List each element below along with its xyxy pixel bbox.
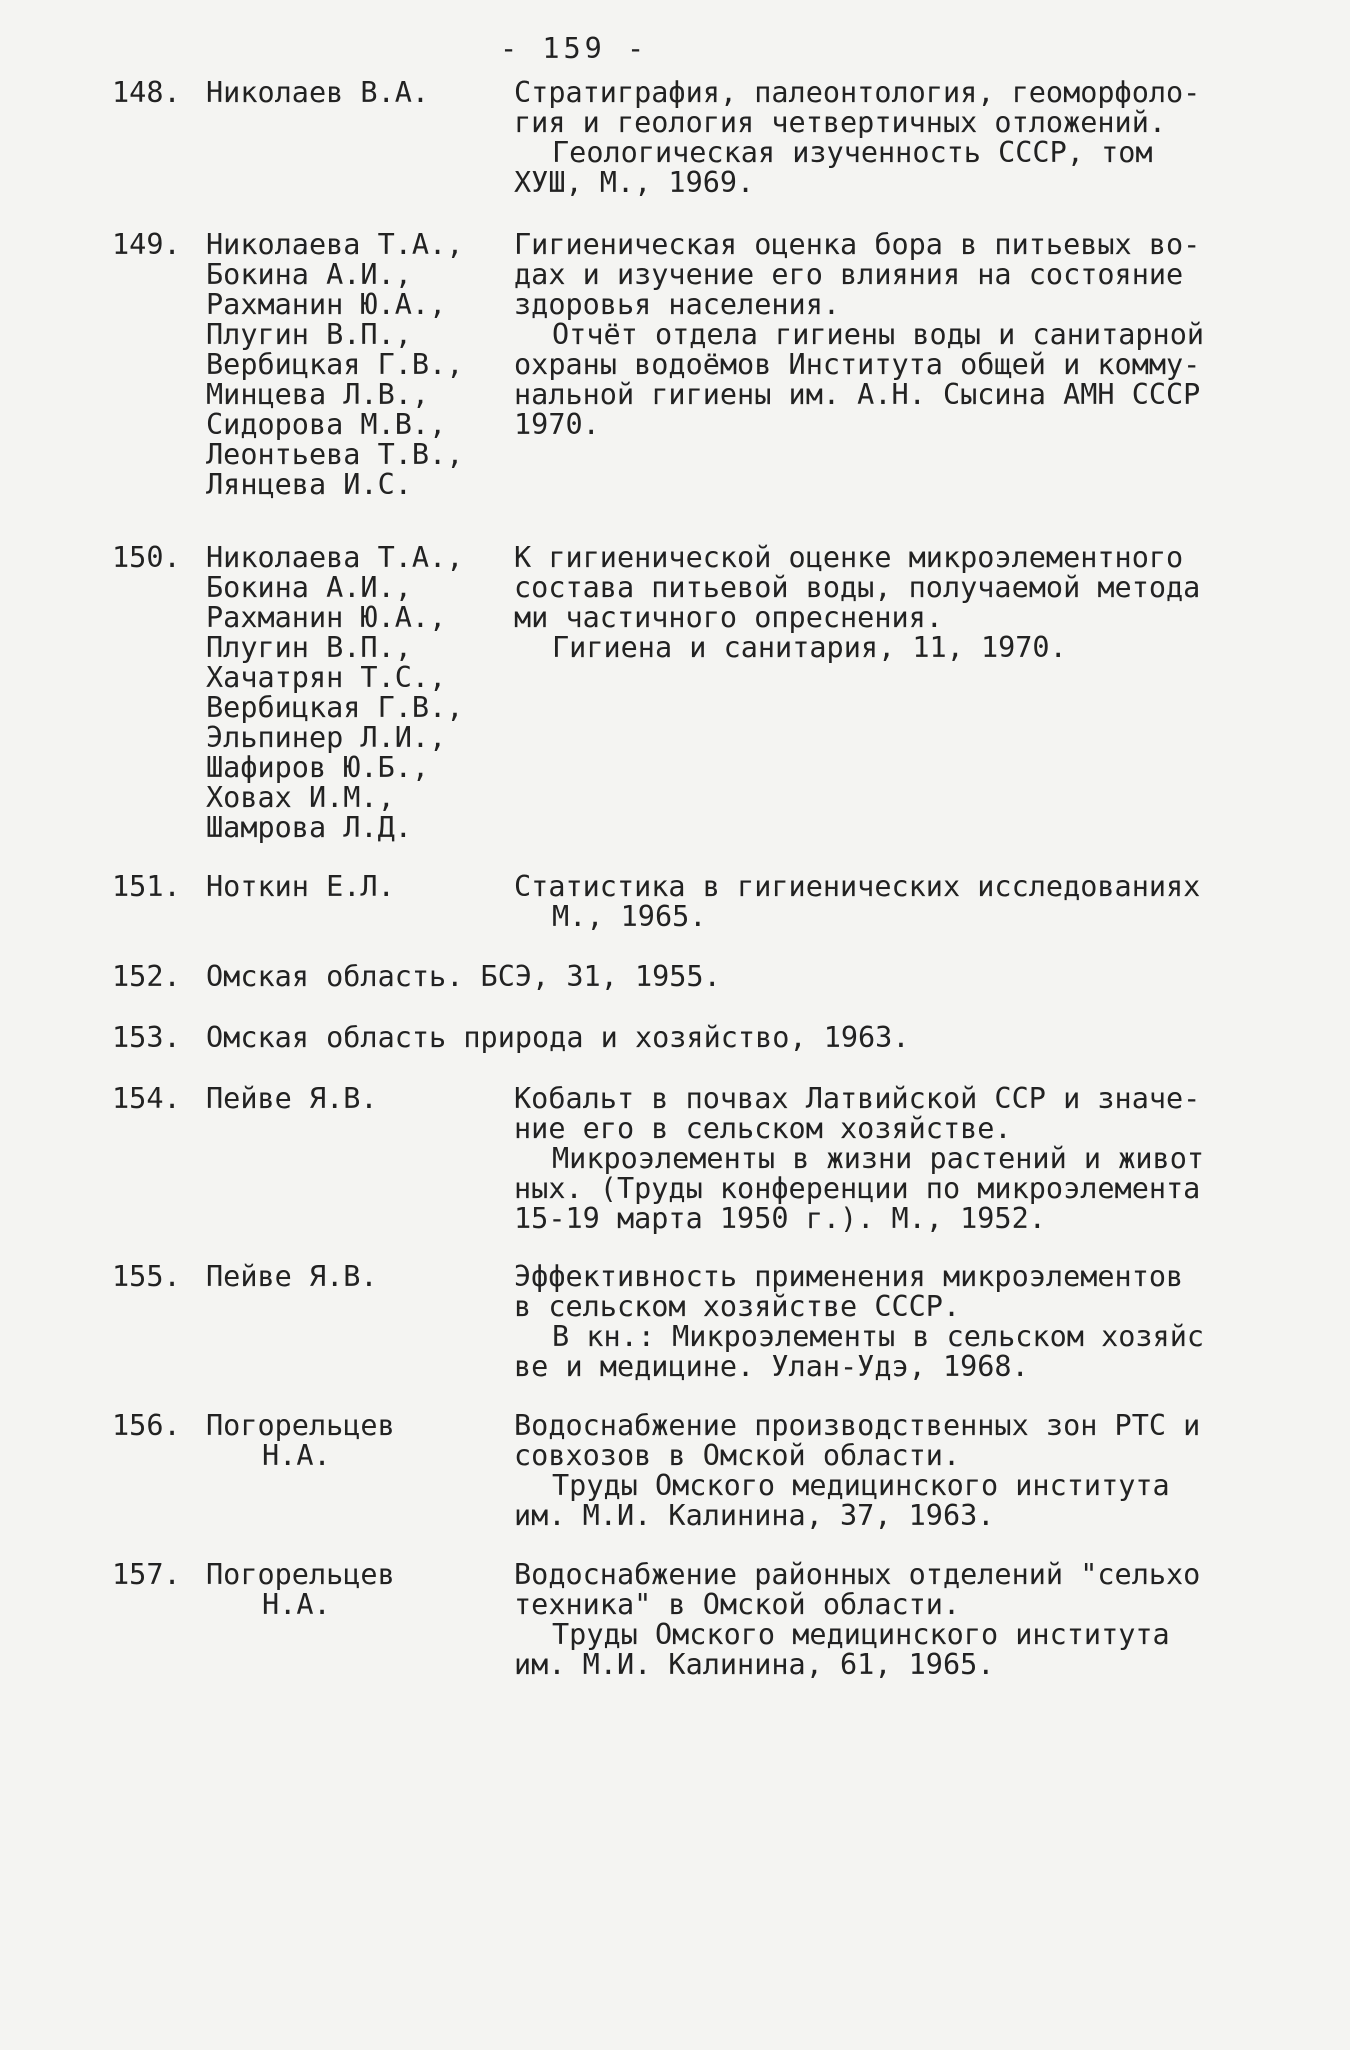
entry-line: М., 1965. [552, 900, 707, 933]
entry-line: В кн.: Микроэлементы в сельском хозяйс [552, 1320, 1205, 1353]
entry-line: в сельском хозяйстве СССР. [514, 1290, 961, 1323]
entry-full-text: Омская область природа и хозяйство, 1963. [206, 1021, 910, 1054]
entry-number: 154. [112, 1082, 181, 1115]
entry-number: 152. [112, 960, 181, 993]
entry-line: Статистика в гигиенических исследованиях [514, 870, 1201, 903]
author: Плугин В.П., [206, 318, 412, 351]
entry-line: нальной гигиены им. А.Н. Сысина АМН СССР [514, 378, 1201, 411]
entry-line: охраны водоёмов Института общей и комму- [514, 348, 1201, 381]
entry-number: 156. [112, 1409, 181, 1442]
author: Леонтьева Т.В., [206, 438, 464, 471]
entry-line: техника" в Омской области. [514, 1588, 961, 1621]
author: Николаев В.А. [206, 76, 430, 109]
entry-line: гия и геология четвертичных отложений. [514, 106, 1167, 139]
author: Ноткин Е.Л. [206, 870, 395, 903]
author: Пейве Я.В. [206, 1082, 378, 1115]
entry-line: Стратиграфия, палеонтология, геоморфоло- [514, 76, 1201, 109]
entry-number: 155. [112, 1260, 181, 1293]
entry-text [514, 1411, 1274, 1531]
entry-full-text: Омская область. БСЭ, 31, 1955. [206, 960, 721, 993]
entry-authors [206, 1262, 506, 1292]
entry-number: 150. [112, 541, 181, 574]
author: Хачатрян Т.С., [206, 661, 447, 694]
entry-text [514, 78, 1274, 198]
entry-line: им. М.И. Калинина, 37, 1963. [514, 1499, 995, 1532]
entry-line: Эффективность применения микроэлементов [514, 1260, 1184, 1293]
entry-line: Кобальт в почвах Латвийской ССР и значе- [514, 1082, 1201, 1115]
author: Пейве Я.В. [206, 1260, 378, 1293]
entry-line: ных. (Труды конференции по микроэлемента [514, 1172, 1201, 1205]
entry-authors [206, 543, 506, 843]
entry-line: им. М.И. Калинина, 61, 1965. [514, 1648, 995, 1681]
entry-text [514, 1084, 1274, 1234]
entry-line: Гигиеническая оценка бора в питьевых во- [514, 228, 1201, 261]
author: Рахманин Ю.А., [206, 288, 447, 321]
entry-number: 148. [112, 76, 181, 109]
entry-line: ми частичного опреснения. [514, 601, 943, 634]
entry-line: Труды Омского медицинского института [552, 1618, 1170, 1651]
entry-line: совхозов в Омской области. [514, 1439, 961, 1472]
author: Бокина А.И., [206, 571, 412, 604]
entry-line: дах и изучение его влияния на состояние [514, 258, 1184, 291]
author: Плугин В.П., [206, 631, 412, 664]
entry-number: 153. [112, 1021, 181, 1054]
entry-line: К гигиенической оценке микроэлементного [514, 541, 1184, 574]
entry-line: ние его в сельском хозяйстве. [514, 1112, 1012, 1145]
author: Эльпинер Л.И., [206, 721, 447, 754]
entry-text [514, 230, 1274, 440]
entry-line: ХУШ, М., 1969. [514, 166, 755, 199]
entry-line: состава питьевой воды, получаемой метода [514, 571, 1201, 604]
entry-line: Микроэлементы в жизни растений и живот [552, 1142, 1205, 1175]
entry-line: здоровья населения. [514, 288, 841, 321]
author: Николаева Т.А., [206, 228, 464, 261]
entry-text [514, 872, 1274, 932]
entry-authors [206, 230, 506, 500]
entry-text [514, 1560, 1274, 1680]
entry-line: Отчёт отдела гигиены воды и санитарной [552, 318, 1205, 351]
author: Шафиров Ю.Б., [206, 751, 430, 784]
author: Н.А. [262, 1588, 331, 1621]
entry-number: 149. [112, 228, 181, 261]
author: Бокина А.И., [206, 258, 412, 291]
entry-line: Труды Омского медицинского института [552, 1469, 1170, 1502]
author: Н.А. [262, 1439, 331, 1472]
author: Николаева Т.А., [206, 541, 464, 574]
entry-authors [206, 872, 506, 902]
entry-authors [206, 1411, 506, 1471]
author: Шамрова Л.Д. [206, 811, 412, 844]
author: Минцева Л.В., [206, 378, 430, 411]
entry-line: ве и медицине. Улан-Удэ, 1968. [514, 1350, 1029, 1383]
entry-authors [206, 78, 506, 108]
author: Ховах И.М., [206, 781, 395, 814]
page-number: - 159 - [500, 32, 649, 65]
author: Вербицкая Г.В., [206, 691, 464, 724]
author: Погорельцев [206, 1558, 395, 1591]
entry-line: Водоснабжение районных отделений "сельхо [514, 1558, 1201, 1591]
entry-line: 15-19 марта 1950 г.). М., 1952. [514, 1202, 1046, 1235]
entry-text [514, 1262, 1274, 1382]
entry-authors [206, 1560, 506, 1620]
author: Сидорова М.В., [206, 408, 447, 441]
author: Вербицкая Г.В., [206, 348, 464, 381]
entry-text [514, 543, 1274, 663]
author: Лянцева И.С. [206, 468, 412, 501]
entry-number: 157. [112, 1558, 181, 1591]
entry-authors [206, 1084, 506, 1114]
author: Погорельцев [206, 1409, 395, 1442]
entry-line: Геологическая изученность СССР, том [552, 136, 1153, 169]
entry-line: Гигиена и санитария, 11, 1970. [552, 631, 1067, 664]
entry-number: 151. [112, 870, 181, 903]
entry-line: 1970. [514, 408, 600, 441]
entry-line: Водоснабжение производственных зон РТС и [514, 1409, 1201, 1442]
author: Рахманин Ю.А., [206, 601, 447, 634]
